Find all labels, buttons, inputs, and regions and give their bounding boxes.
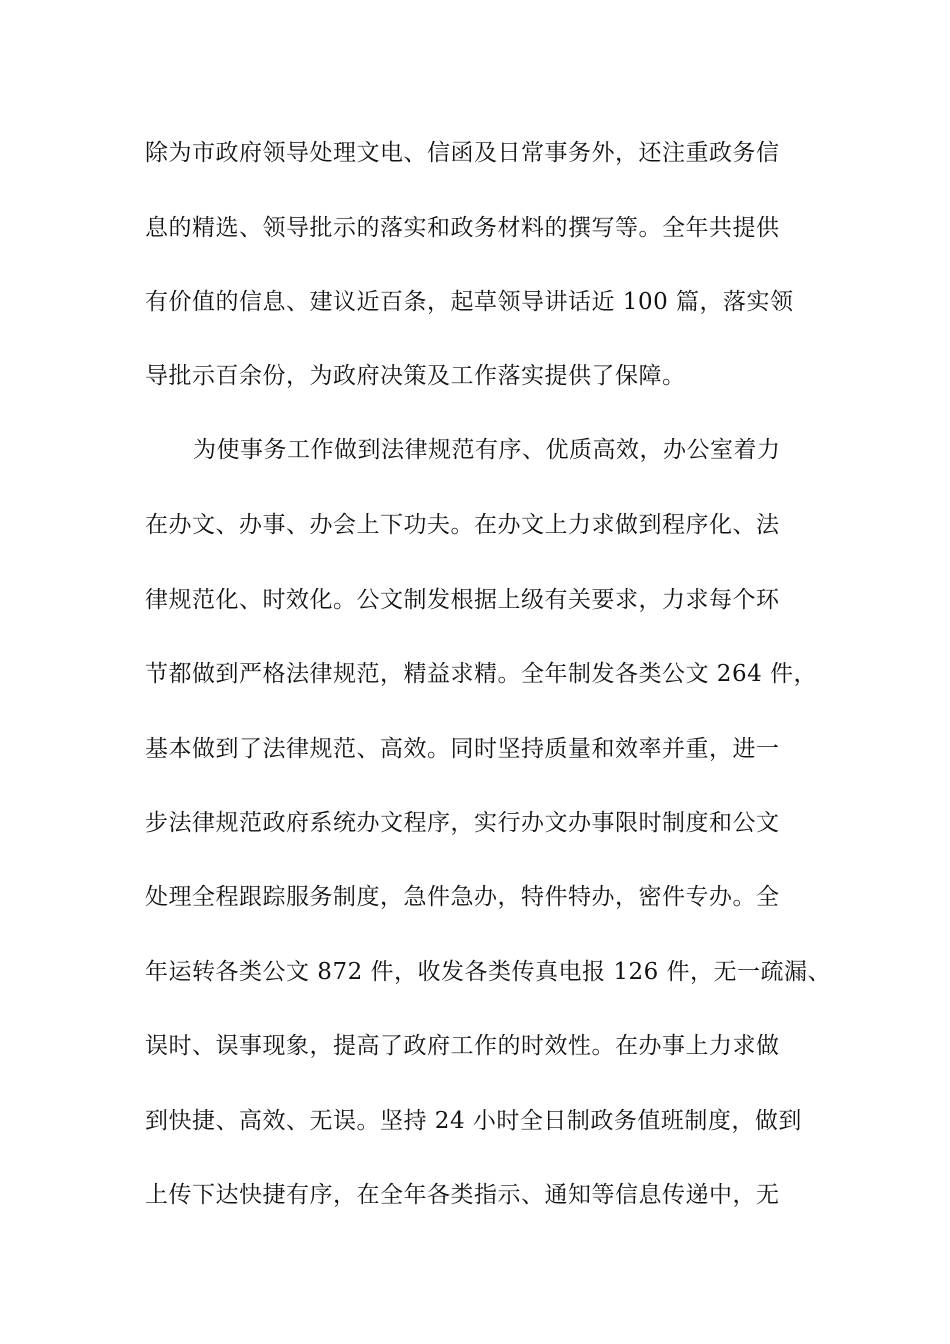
paragraph-first-line: 为使事务工作做到法律规范有序、优质高效，办公室着力 — [193, 437, 781, 463]
text-line: 有价值的信息、建议近百条，起草领导讲话近 100 篇，落实领 — [145, 289, 794, 315]
text-line: 在办文、办事、办会上下功夫。在办文上力求做到程序化、法 — [145, 512, 780, 538]
text-line: 年运转各类公文 872 件，收发各类传真电报 126 件，无一疏漏、 — [145, 959, 832, 985]
text-line: 导批示百余份，为政府决策及工作落实提供了保障。 — [145, 363, 686, 389]
text-line: 上传下达快捷有序，在全年各类指示、通知等信息传递中，无 — [145, 1182, 780, 1208]
text-line: 律规范化、时效化。公文制发根据上级有关要求，力求每个环 — [145, 587, 780, 613]
text-line: 到快捷、高效、无误。坚持 24 小时全日制政务值班制度，做到 — [145, 1108, 802, 1134]
text-line: 步法律规范政府系统办文程序，实行办文办事限时制度和公文 — [145, 810, 780, 836]
text-line: 基本做到了法律规范、高效。同时坚持质量和效率并重，进一 — [145, 736, 780, 762]
text-line: 节都做到严格法律规范，精益求精。全年制发各类公文 264 件， — [145, 661, 818, 687]
text-line: 处理全程跟踪服务制度，急件急办，特件特办，密件专办。全 — [145, 884, 780, 910]
text-line: 误时、误事现象，提高了政府工作的时效性。在办事上力求做 — [145, 1033, 780, 1059]
text-line: 除为市政府领导处理文电、信函及日常事务外，还注重政务信 — [145, 140, 780, 166]
text-line: 息的精选、领导批示的落实和政务材料的撰写等。全年共提供 — [145, 215, 780, 241]
